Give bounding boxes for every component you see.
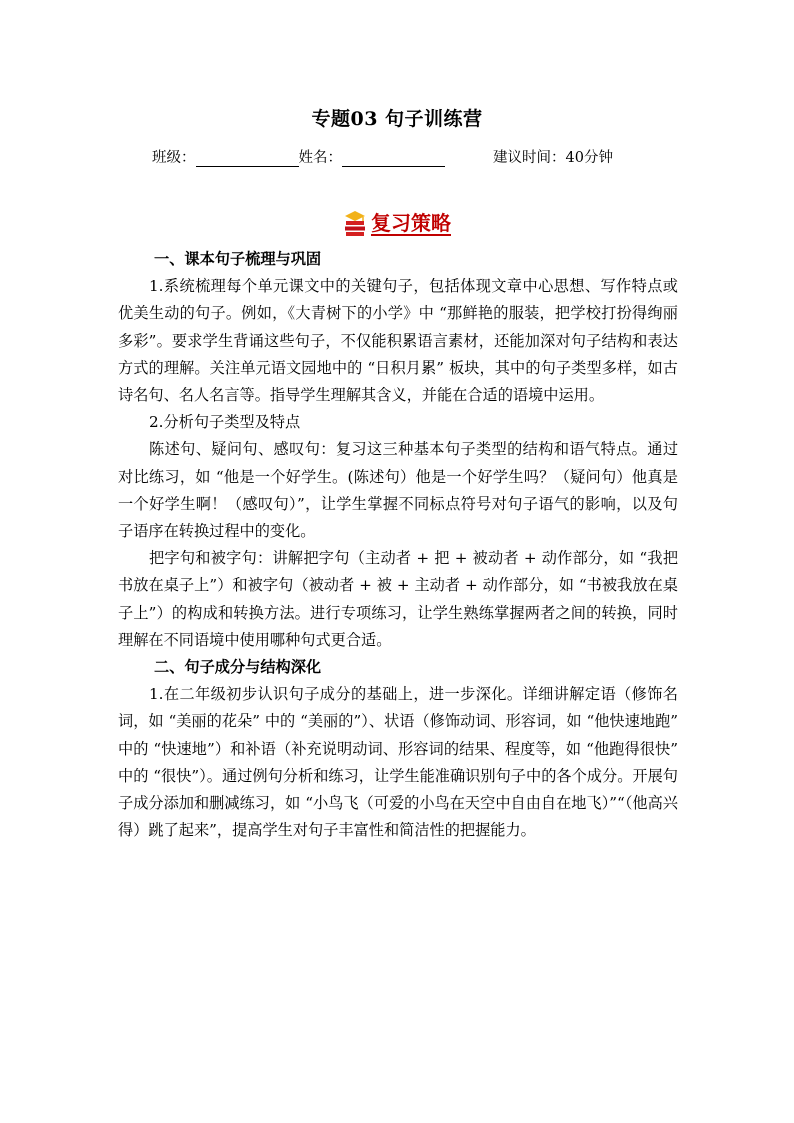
books-icon [343, 208, 367, 236]
paragraph: 把字句和被字句：讲解把字句（主动者 + 把 + 被动者 + 动作部分，如 “我把书放在桌子上”）和被字句（被动者 + 被 + 主动者 + 动作部分，如 “书被我放在桌子上”）的构成和转换方法。进行专项练习，让学生熟练掌握两者之间的转换，同时理解在不同语境中使用哪种句式更合适。 [118, 549, 678, 649]
name-label: 姓名： [298, 150, 342, 166]
paragraph: 2.分析句子类型及特点 [149, 413, 301, 432]
review-strategy-label: 复习策略 [371, 211, 451, 235]
main-content [118, 246, 678, 844]
paragraph: 陈述句、疑问句、感叹句：复习这三种基本句子类型的结构和语气特点。通过对比练习，如 “他是一个好学生。(陈述句）他是一个好学生吗？（疑问句）他真是一个好学生啊！（感叹句）”，让学生掌握不同标点符号对句子语气的影响，以及句子语序在转换过程中的变化。 [118, 440, 678, 541]
section-heading: 一、课本句子梳理与巩固 [154, 250, 322, 268]
class-blank [196, 150, 299, 167]
worksheet-meta [152, 146, 672, 167]
paragraph: 1.在二年级初步认识句子成分的基础上，进一步深化。详细讲解定语（修饰名词，如 “美丽的花朵” 中的 “美丽的”）、状语（修饰动词、形容词，如 “他快速地跑” 中的 “快速地”）和补语（补充说明动词、形容词的结果、程度等，如 “他跑得很快” 中的 “很快”）。通过例句分析和练习，让学生能准确识别句子中的各个成分。开展句子成分添加和删减练习，如 “小鸟飞（可爱的小鸟在天空中自由自在地飞）”“（他高兴得）跳了起来”，提高学生对句子丰富性和简洁性的把握能力。 [118, 685, 678, 840]
name-blank [342, 150, 445, 167]
class-label: 班级： [152, 150, 196, 166]
section-heading: 二、句子成分与结构深化 [154, 658, 322, 677]
suggested-time: 建议时间：40分钟 [493, 150, 613, 166]
review-strategy-header [0, 207, 794, 240]
paragraph: 1.系统梳理每个单元课文中的关键句子，包括体现文章中心思想、写作特点或优美生动的句子。例如，《大青树下的小学》中 “那鲜艳的服装，把学校打扮得绚丽多彩”。要求学生背诵这些句子，不仅能积累语言素材，还能加深对句子结构和表达方式的理解。关注单元语文园地中的 “日积月累” 板块，其中的句子类型多样，如古诗名句、名人名言等。指导学生理解其含义，并能在合适的语境中运用。 [118, 277, 678, 405]
page-title: 专题03 句子训练营 [311, 108, 483, 130]
